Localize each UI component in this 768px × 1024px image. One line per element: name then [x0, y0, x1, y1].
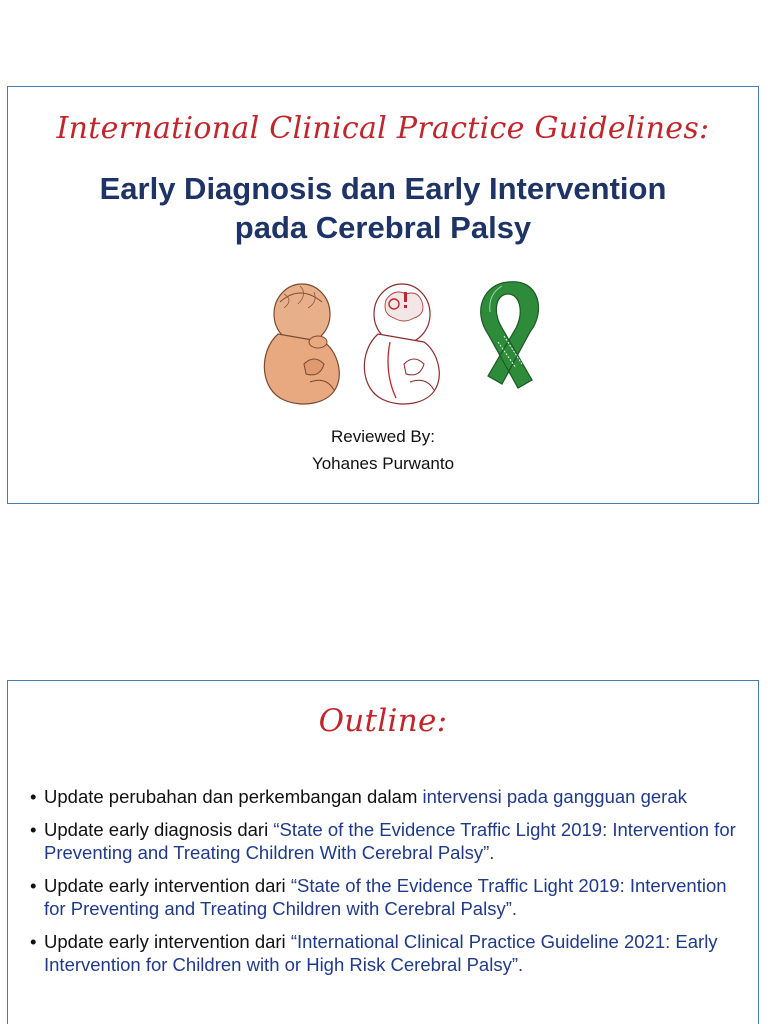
list-item: [30, 785, 740, 808]
title-slide: [7, 86, 759, 504]
title-line-1: Early Diagnosis dan Early Intervention: [99, 171, 667, 206]
page-title: [8, 169, 758, 247]
list-item-highlight: “International Clinical Practice Guideline 2021: Early Intervention for Children with or High Risk Cerebral Palsy”.: [44, 931, 718, 975]
reviewed-by-label: Reviewed By:: [331, 427, 435, 446]
list-item: [30, 818, 740, 864]
guidelines-heading: International Clinical Practice Guidelines:: [56, 111, 710, 146]
list-item: [30, 930, 740, 976]
outline-slide: [7, 680, 759, 1024]
infant-brain-illustration: [364, 284, 439, 404]
reviewer-block: [8, 423, 758, 477]
list-item-text: Update early intervention dari: [44, 931, 291, 952]
illustration-group: [240, 272, 570, 412]
outline-list: [30, 785, 740, 986]
list-item-text: Update early diagnosis dari: [44, 819, 274, 840]
list-item-highlight: “State of the Evidence Traffic Light 2019: Intervention for Preventing and Treating Children with Cerebral Palsy”.: [44, 875, 727, 919]
list-item-text: Update perubahan dan perkembangan dalam: [44, 786, 423, 807]
title-line-2: pada Cerebral Palsy: [234, 210, 532, 245]
list-item-highlight: “State of the Evidence Traffic Light 2019: Intervention for Preventing and Treating Children With Cerebral Palsy”.: [44, 819, 736, 863]
list-item: [30, 874, 740, 920]
awareness-ribbon-icon: [481, 282, 539, 388]
reviewer-name: Yohanes Purwanto: [311, 454, 455, 473]
list-item-highlight: intervensi pada gangguan gerak: [422, 786, 687, 807]
list-item-text: Update early intervention dari: [44, 875, 291, 896]
outline-heading: Outline:: [318, 703, 448, 739]
infant-illustration: [264, 284, 339, 404]
